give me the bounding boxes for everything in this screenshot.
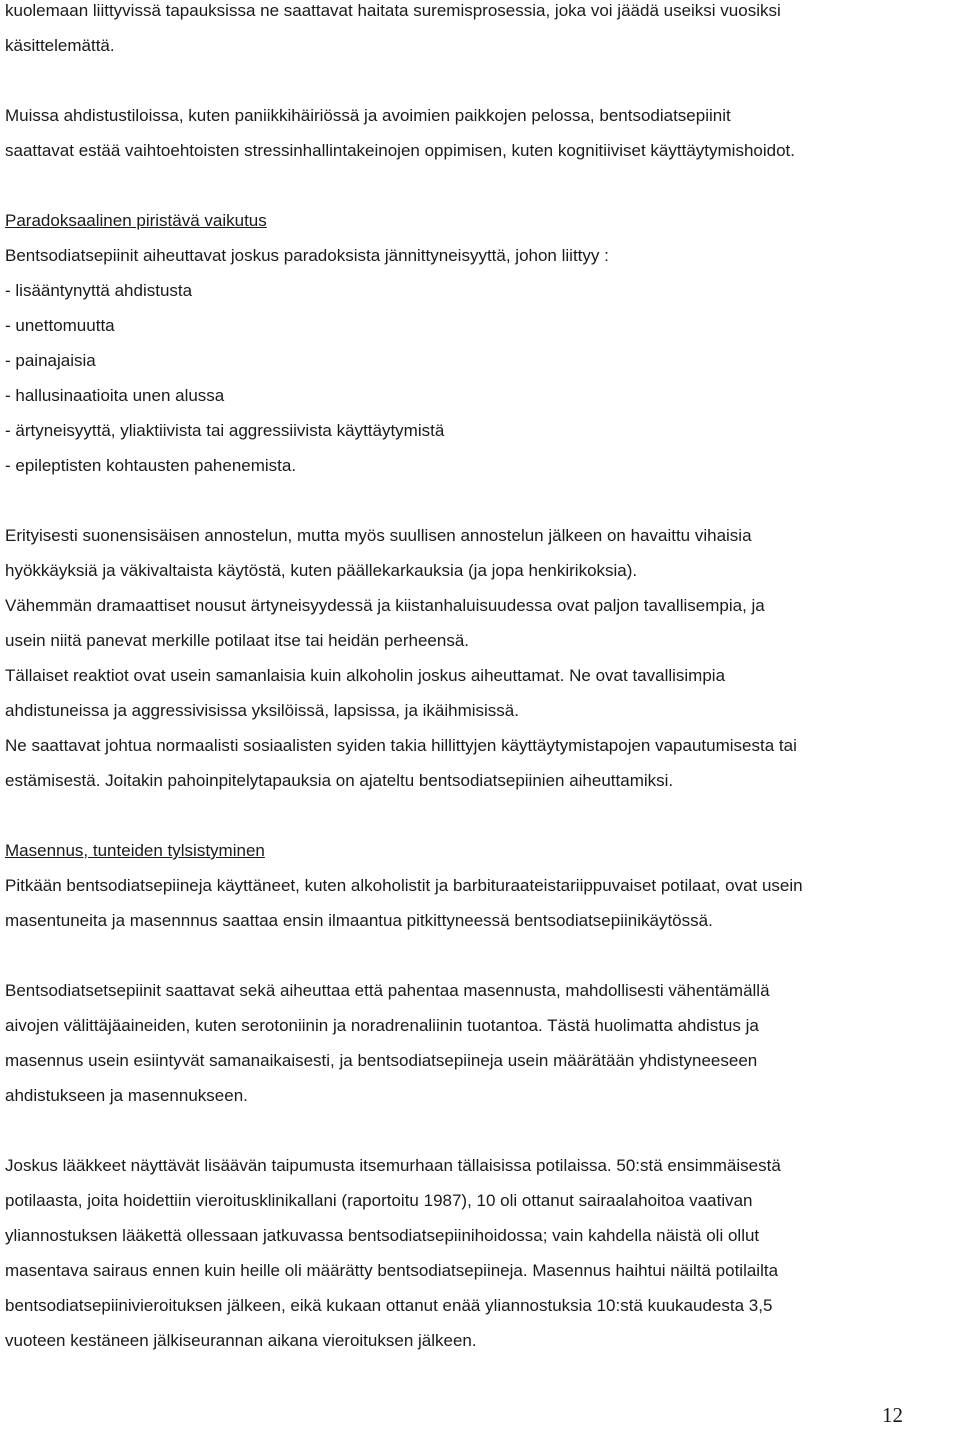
text-line: Muissa ahdistustiloissa, kuten paniikkihäiriössä ja avoimien paikkojen pelossa, bentsodiatsepiinit	[5, 106, 731, 125]
paragraph-gap	[5, 63, 957, 98]
section-heading: Paradoksaalinen piristävä vaikutus	[5, 211, 267, 230]
text-line: masentuneita ja masennnus saattaa ensin ilmaantua pitkittyneessä bentsodiatsepiinikäytössä.	[5, 911, 713, 930]
text-line: Joskus lääkkeet näyttävät lisäävän taipumusta itsemurhaan tällaisissa potilaissa. 50:stä ensimmäisestä	[5, 1156, 781, 1175]
list-item: - hallusinaatioita unen alussa	[5, 386, 225, 405]
paragraph-gap	[5, 483, 957, 518]
text-line: estämisestä. Joitakin pahoinpitelytapauksia on ajateltu bentsodiatsepiinien aiheuttamiksi.	[5, 771, 674, 790]
section-heading: Masennus, tunteiden tylsistyminen	[5, 841, 265, 860]
paragraph-bentsodiatsetsepiinit	[5, 973, 957, 1113]
list-item: - painajaisia	[5, 351, 96, 370]
paragraph-gap	[5, 1113, 957, 1148]
text-line: Erityisesti suonensisäisen annostelun, mutta myös suullisen annostelun jälkeen on havaittu vihaisia	[5, 526, 752, 545]
section-masennus	[5, 833, 957, 938]
list-item: - lisääntynyttä ahdistusta	[5, 281, 193, 300]
list-item: - unettomuutta	[5, 316, 115, 335]
section-lead: Bentsodiatsepiinit aiheuttavat joskus paradoksista jännittyneisyyttä, johon liittyy :	[5, 246, 609, 265]
text-line: Vähemmän dramaattiset nousut ärtyneisyydessä ja kiistanhaluisuudessa ovat paljon tavallisempia, ja	[5, 596, 765, 615]
text-line: saattavat estää vaihtoehtoisten stressinhallintakeinojen oppimisen, kuten kognitiiviset käyttäytymishoidot.	[5, 141, 795, 160]
text-line: usein niitä panevat merkille potilaat itse tai heidän perheensä.	[5, 631, 470, 650]
text-line: potilaasta, joita hoidettiin vieroitusklinikallani (raportoitu 1987), 10 oli ottanut sairaalahoitoa vaativan	[5, 1191, 753, 1210]
text-line: aivojen välittäjäaineiden, kuten serotoniinin ja noradrenaliinin tuotantoa. Tästä huolimatta ahdistus ja	[5, 1016, 759, 1035]
text-line: vuoteen kestäneen jälkiseurannan aikana vieroituksen jälkeen.	[5, 1331, 477, 1350]
text-line: masentava sairaus ennen kuin heille oli määrätty bentsodiatsepiineja. Masennus haihtui näiltä potilailta	[5, 1261, 779, 1280]
list-item: - epileptisten kohtausten pahenemista.	[5, 456, 297, 475]
page-number: 12	[882, 1403, 903, 1427]
text-line: kuolemaan liittyvissä tapauksissa ne saattavat haitata suremisprosessia, joka voi jäädä useiksi vuosiksi	[5, 1, 781, 20]
section-paradoksaalinen	[5, 203, 957, 483]
text-line: Tällaiset reaktiot ovat usein samanlaisia kuin alkoholin joskus aiheuttamat. Ne ovat tavallisimpia	[5, 666, 726, 685]
text-line: bentsodiatsepiinivieroituksen jälkeen, eikä kukaan ottanut enää yliannostuksia 10:stä kuukaudesta 3,5	[5, 1296, 773, 1315]
text-line: ahdistuneissa ja aggressivisissa yksilöissä, lapsissa, ja ikäihmisissä.	[5, 701, 519, 720]
document-page	[5, 0, 957, 1358]
text-line: Ne saattavat johtua normaalisti sosiaalisten syiden takia hillittyjen käyttäytymistapojen vapautumisesta tai	[5, 736, 797, 755]
paragraph-gap	[5, 938, 957, 973]
paragraph-gap	[5, 168, 957, 203]
text-line: masennus usein esiintyvät samanaikaisesti, ja bentsodiatsepiineja usein määrätään yhdistyneeseen	[5, 1051, 758, 1070]
text-line: käsittelemättä.	[5, 36, 115, 55]
text-line: yliannostuksen lääkettä ollessaan jatkuvassa bentsodiatsepiinihoidossa; vain kahdella näistä oli ollut	[5, 1226, 760, 1245]
text-line: Pitkään bentsodiatsepiineja käyttäneet, kuten alkoholistit ja barbituraateistariippuvaiset potilaat, ovat usein	[5, 876, 803, 895]
text-line: Bentsodiatsetsepiinit saattavat sekä aiheuttaa että pahentaa masennusta, mahdollisesti vähentämällä	[5, 981, 770, 1000]
text-line: ahdistukseen ja masennukseen.	[5, 1086, 248, 1105]
text-line: hyökkäyksiä ja väkivaltaista käytöstä, kuten päällekarkauksia (ja jopa henkirikoksia).	[5, 561, 638, 580]
intro-paragraph	[5, 0, 957, 63]
paragraph-joskus	[5, 1148, 957, 1358]
paragraph-erityisesti	[5, 518, 957, 798]
paragraph-gap	[5, 798, 957, 833]
paragraph-muissa	[5, 98, 957, 168]
list-item: - ärtyneisyyttä, yliaktiivista tai aggressiivista käyttäytymistä	[5, 421, 445, 440]
symptom-list	[5, 273, 957, 483]
